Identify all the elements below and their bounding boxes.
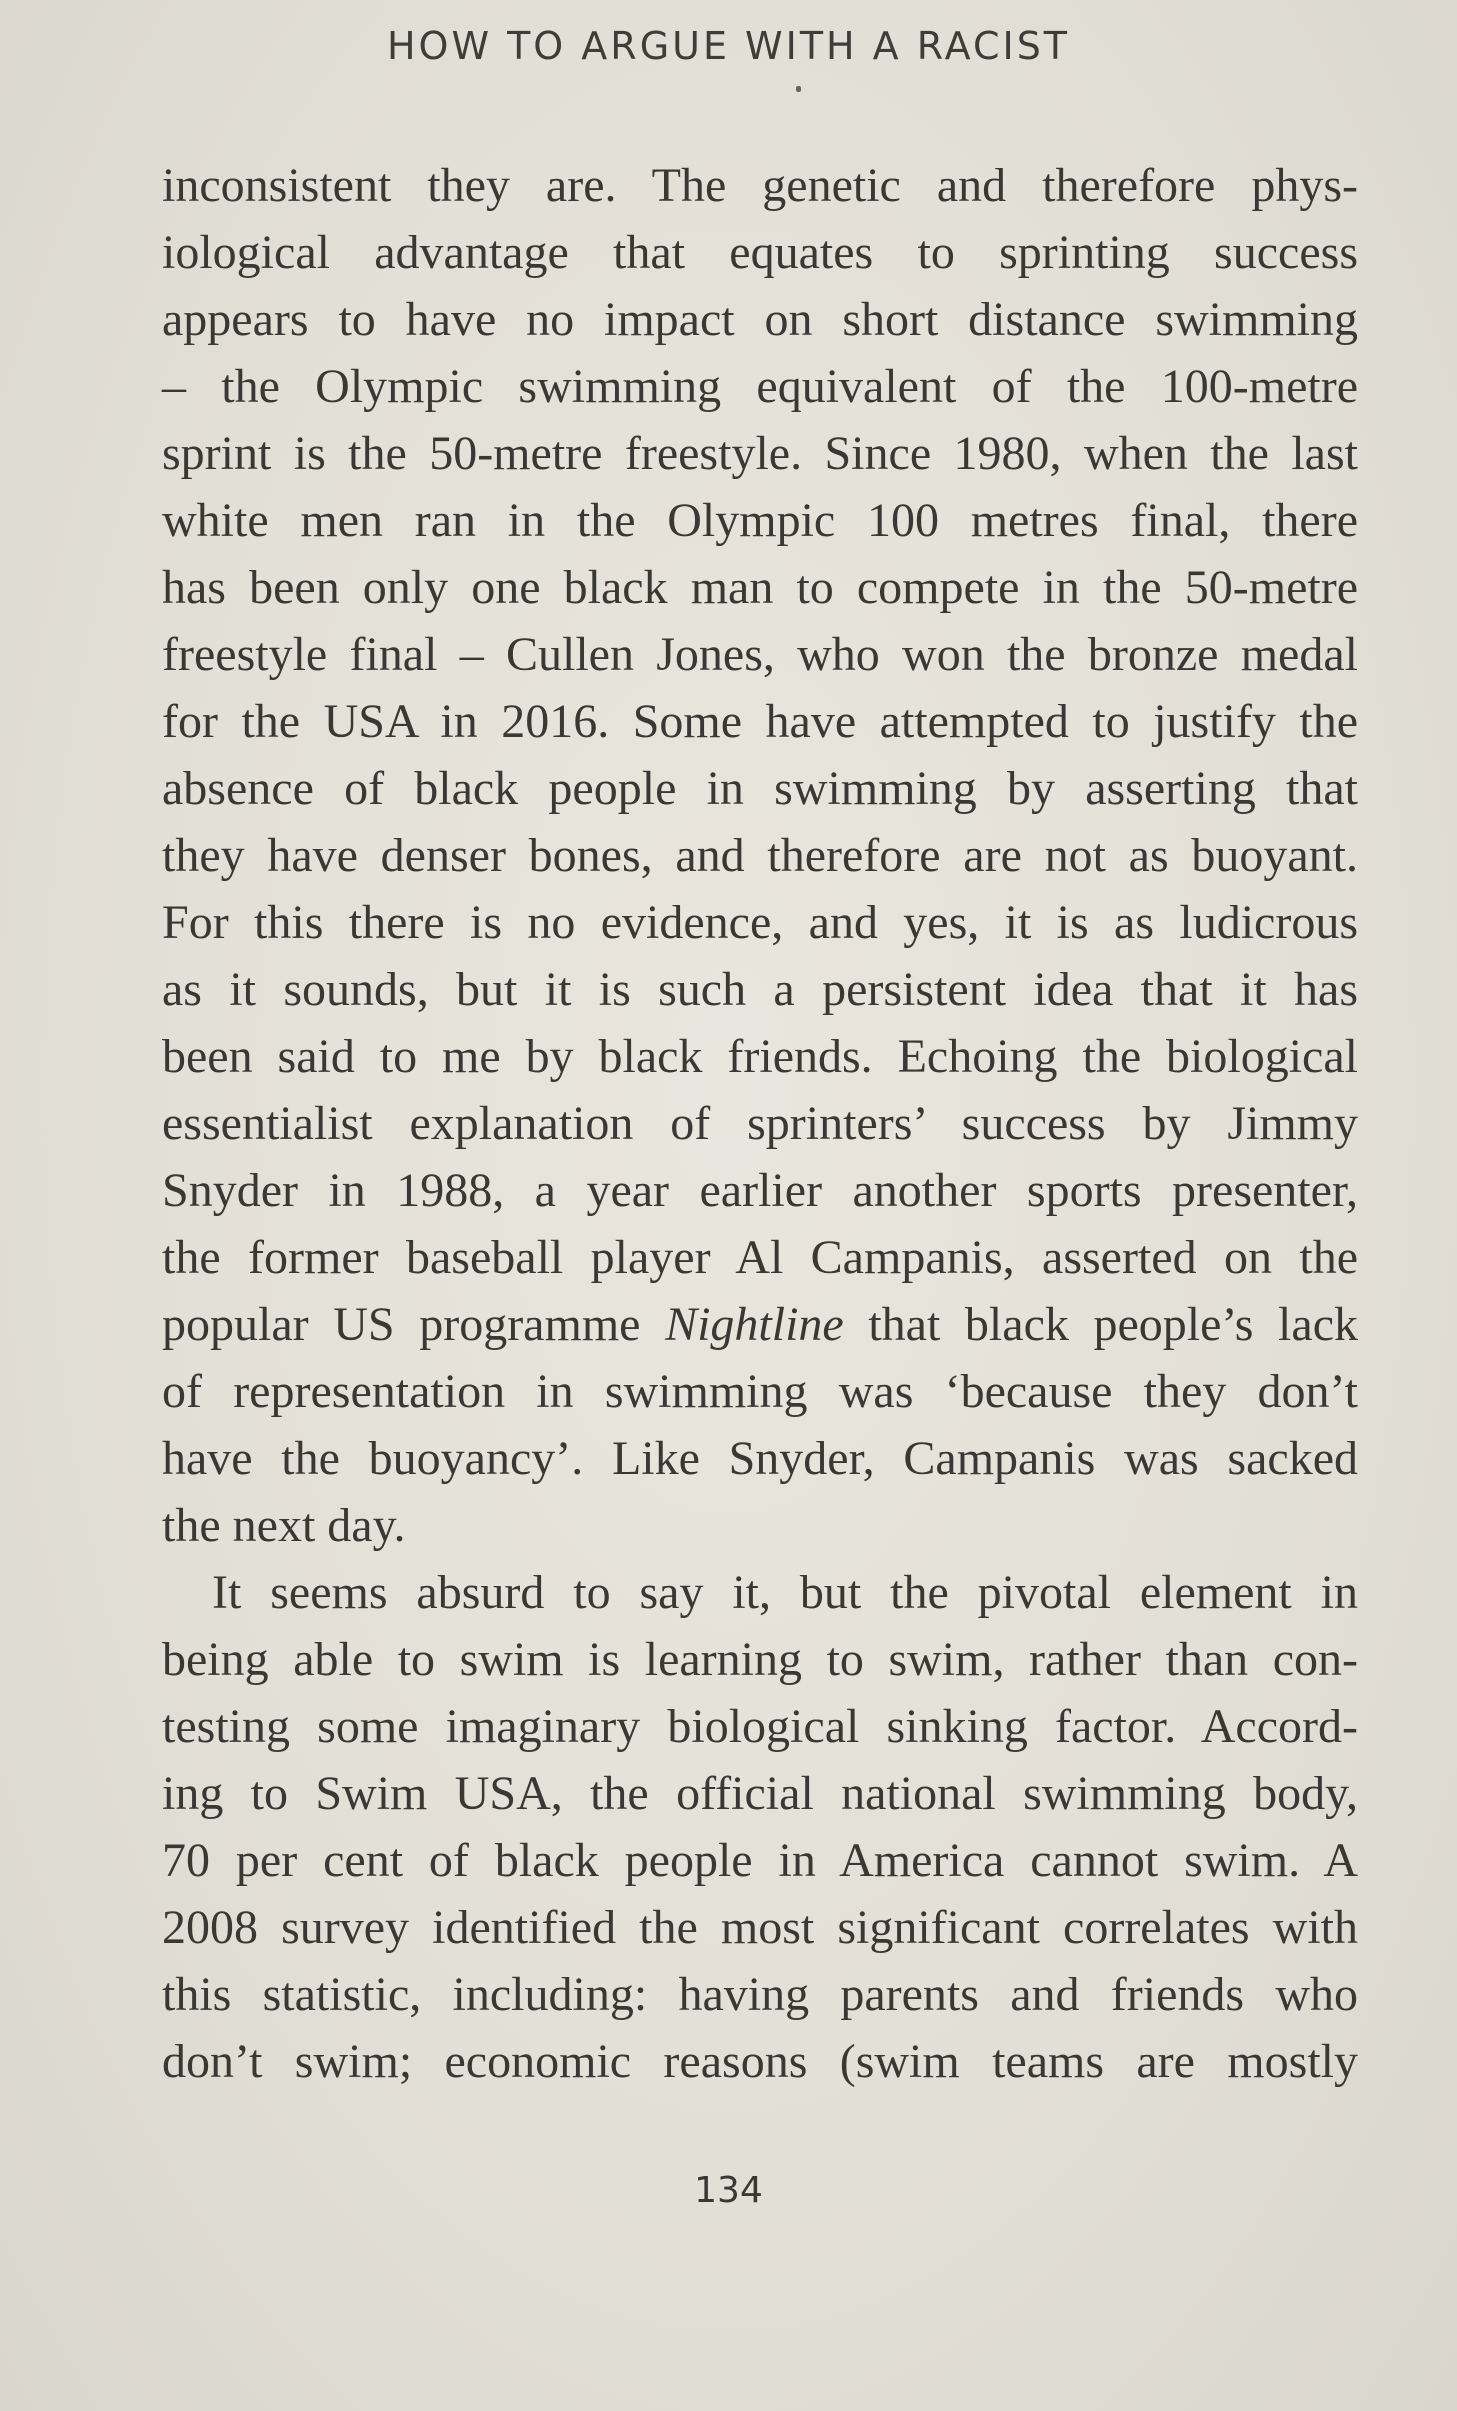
text-line: has been only one black man to compete in the 50-metre <box>162 561 1358 614</box>
text-line: white men ran in the Olympic 100 metres final, there <box>162 494 1358 547</box>
text-line: the former baseball player Al Campanis, asserted on the <box>162 1231 1358 1284</box>
text-line: don’t swim; economic reasons (swim teams are mostly <box>162 2035 1358 2088</box>
text-line: the next day. <box>162 1499 406 1552</box>
text-line: absence of black people in swimming by asserting that <box>162 762 1358 815</box>
italic-title: Nightline <box>665 1298 844 1351</box>
text-line: being able to swim is learning to swim, rather than con- <box>162 1633 1358 1686</box>
text-line: iological advantage that equates to sprinting success <box>162 226 1358 279</box>
body-text <box>162 152 1358 2095</box>
paragraph-2 <box>162 1559 1358 2095</box>
text-line: ing to Swim USA, the official national swimming body, <box>162 1767 1358 1820</box>
text-fragment: that black people’s lack <box>843 1298 1358 1351</box>
text-line: appears to have no impact on short distance swimming <box>162 293 1358 346</box>
text-line: essentialist explanation of sprinters’ success by Jimmy <box>162 1097 1358 1150</box>
running-head: HOW TO ARGUE WITH A RACIST <box>386 24 1071 68</box>
text-line: 2008 survey identified the most significant correlates with <box>162 1901 1358 1954</box>
text-line: of representation in swimming was ‘because they don’t <box>162 1365 1358 1418</box>
text-line: 70 per cent of black people in America cannot swim. A <box>162 1834 1358 1887</box>
text-line: been said to me by black friends. Echoing the biological <box>162 1030 1358 1083</box>
text-line: For this there is no evidence, and yes, it is as ludicrous <box>162 896 1358 949</box>
text-line: sprint is the 50-metre freestyle. Since 1980, when the last <box>162 427 1358 480</box>
text-line: freestyle final – Cullen Jones, who won the bronze medal <box>162 628 1358 681</box>
text-line: testing some imaginary biological sinking factor. Accord- <box>162 1700 1358 1753</box>
ornament-mark <box>796 86 801 92</box>
text-line: this statistic, including: having parents and friends who <box>162 1968 1358 2021</box>
text-line: It seems absurd to say it, but the pivotal element in <box>212 1566 1358 1619</box>
text-line-with-italic <box>162 1291 1358 1358</box>
paragraph-1 <box>162 152 1358 1559</box>
text-line: Snyder in 1988, a year earlier another sports presenter, <box>162 1164 1358 1217</box>
text-line: – the Olympic swimming equivalent of the 100-metre <box>162 360 1358 413</box>
text-line: inconsistent they are. The genetic and therefore phys- <box>162 159 1358 212</box>
text-line: for the USA in 2016. Some have attempted to justify the <box>162 695 1358 748</box>
text-line: have the buoyancy’. Like Snyder, Campanis was sacked <box>162 1432 1358 1485</box>
text-fragment: popular US programme <box>162 1298 666 1351</box>
text-line: as it sounds, but it is such a persistent idea that it has <box>162 963 1358 1016</box>
text-line: they have denser bones, and therefore are not as buoyant. <box>162 829 1358 882</box>
page-number: 134 <box>694 2170 763 2211</box>
